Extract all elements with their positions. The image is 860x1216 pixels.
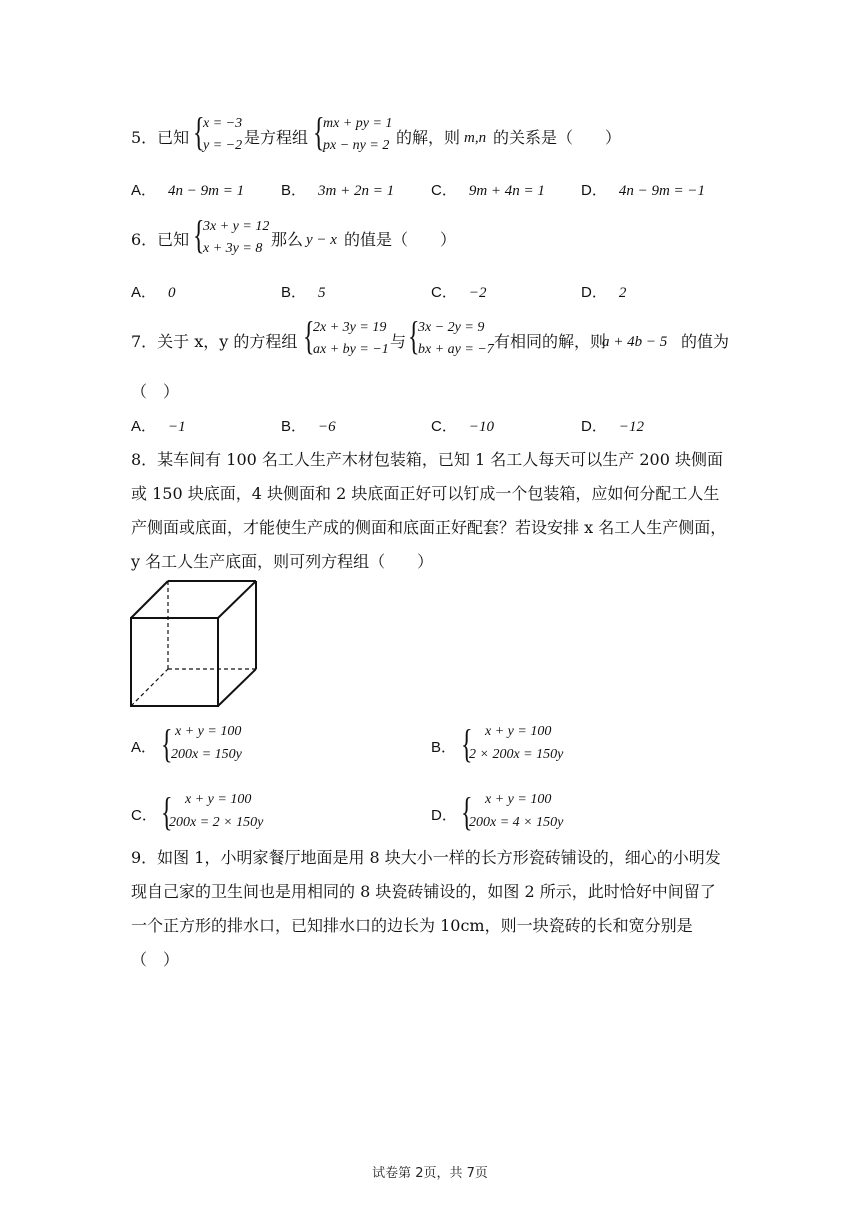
q7-option-d: D． −12 [581, 418, 644, 435]
q6-expr: y − x [306, 232, 337, 248]
q8-option-b: B． { x + y = 100 2 × 200x = 150y [431, 721, 564, 766]
q6-sys-row2: x + 3y = 8 [203, 241, 263, 256]
q8-option-c: C． { x + y = 100 200x = 2 × 150y [131, 789, 264, 834]
q5-option-c: C． 9m + 4n = 1 [431, 182, 545, 199]
q7-prefix: 7．关于 x，y 的方程组 [131, 332, 298, 351]
q8-b-row1: x + y = 100 [485, 724, 552, 739]
q6-system: { 3x + y = 12 x + 3y = 8 [193, 212, 270, 257]
q5-sys2-row2: px − ny = 2 [323, 138, 390, 153]
q8-option-d: D． { x + y = 100 200x = 4 × 150y [431, 789, 564, 834]
q7-option-c: C． −10 [431, 418, 494, 435]
q5-vars: m,n [464, 130, 487, 146]
q5-system-2: { mx + py = 1 px − ny = 2 [313, 109, 393, 154]
q8-c-row1: x + y = 100 [185, 792, 252, 807]
q8-d-row1: x + y = 100 [485, 792, 552, 807]
q5-option-d: D． 4n − 9m = −1 [581, 182, 706, 199]
q8-option-a: A． { x + y = 100 200x = 150y [131, 721, 242, 766]
q7-sys2-row2: bx + ay = −7 [418, 342, 494, 357]
page-footer: 试卷第 2页，共 7页 [372, 1166, 488, 1181]
q7-system-2: { 3x − 2y = 9 bx + ay = −7 [408, 313, 494, 358]
cube-figure [128, 578, 260, 710]
q7-sys1-row2: ax + by = −1 [313, 342, 389, 357]
q8-d-row2: 200x = 4 × 150y [469, 815, 564, 830]
q6-option-b: B． 5 [281, 284, 326, 301]
q7-sys2-row1: 3x − 2y = 9 [418, 320, 485, 335]
q5-suffix-b: 的关系是（ ） [493, 128, 622, 147]
q5-option-b: B． 3m + 2n = 1 [281, 182, 395, 199]
q6-prefix: 6．已知 [131, 230, 190, 249]
q6-suffix: 的值是（ ） [344, 230, 457, 249]
q8-c-row2: 200x = 2 × 150y [169, 815, 264, 830]
q7-option-b: B． −6 [281, 418, 336, 435]
q7-expr: a + 4b − 5 [602, 334, 668, 350]
q6-mid: 那么 [271, 230, 304, 249]
q5-prefix: 5．已知 [131, 128, 190, 147]
q6-option-c: C． −2 [431, 284, 487, 301]
q6-sys-row1: 3x + y = 12 [203, 219, 270, 234]
q8-a-row1: x + y = 100 [175, 724, 242, 739]
q9-text: 9．如图 1，小明家餐厅地面是用 8 块大小一样的长方形瓷砖铺设的，细心的小明发现自己家的卫生间也是用相同的 8 块瓷砖铺设的，如图 2 所示，此时恰好中间留了一个正方形的排水口，已知排水口的边长为 10cm，则一块瓷砖的长和宽分别是（ ） [131, 848, 721, 969]
q7-paren: （ ） [131, 382, 180, 401]
q7-suffix-b: 的值为 [681, 332, 730, 351]
q5-option-a: A． 4n − 9m = 1 [131, 182, 245, 199]
q7-sys1-row1: 2x + 3y = 19 [313, 320, 387, 335]
q8-text: 8．某车间有 100 名工人生产木材包装箱，已知 1 名工人每天可以生产 200 块侧面或 150 块底面，4 块侧面和 2 块底面正好可以钉成一个包装箱，应如何分配工人生产侧面或底面，才能使生产成的侧面和底面正好配套？若设安排 x 名工人生产侧面，y 名工人生产底面，则可列方程组（ ） [131, 450, 727, 571]
cube-front-face [131, 618, 218, 706]
q5-sys1-row2: y = −2 [203, 138, 243, 153]
q6-option-d: D． 2 [581, 284, 627, 301]
q5-sys2-row1: mx + py = 1 [323, 116, 393, 131]
q5-system-1: { x = −3 y = −2 [193, 109, 243, 154]
q7-option-a: A． −1 [131, 418, 186, 435]
q7-mid: 与 [390, 332, 407, 351]
q5-suffix-a: 的解，则 [396, 128, 461, 147]
q8-b-row2: 2 × 200x = 150y [469, 747, 564, 762]
q8-a-row2: 200x = 150y [171, 747, 242, 762]
q7-suffix-a: 有相同的解，则 [494, 332, 607, 351]
q7-system-1: { 2x + 3y = 19 ax + by = −1 [303, 313, 389, 358]
q5-mid: 是方程组 [244, 128, 309, 147]
q6-option-a: A． 0 [131, 284, 176, 301]
q5-sys1-row1: x = −3 [203, 116, 243, 131]
